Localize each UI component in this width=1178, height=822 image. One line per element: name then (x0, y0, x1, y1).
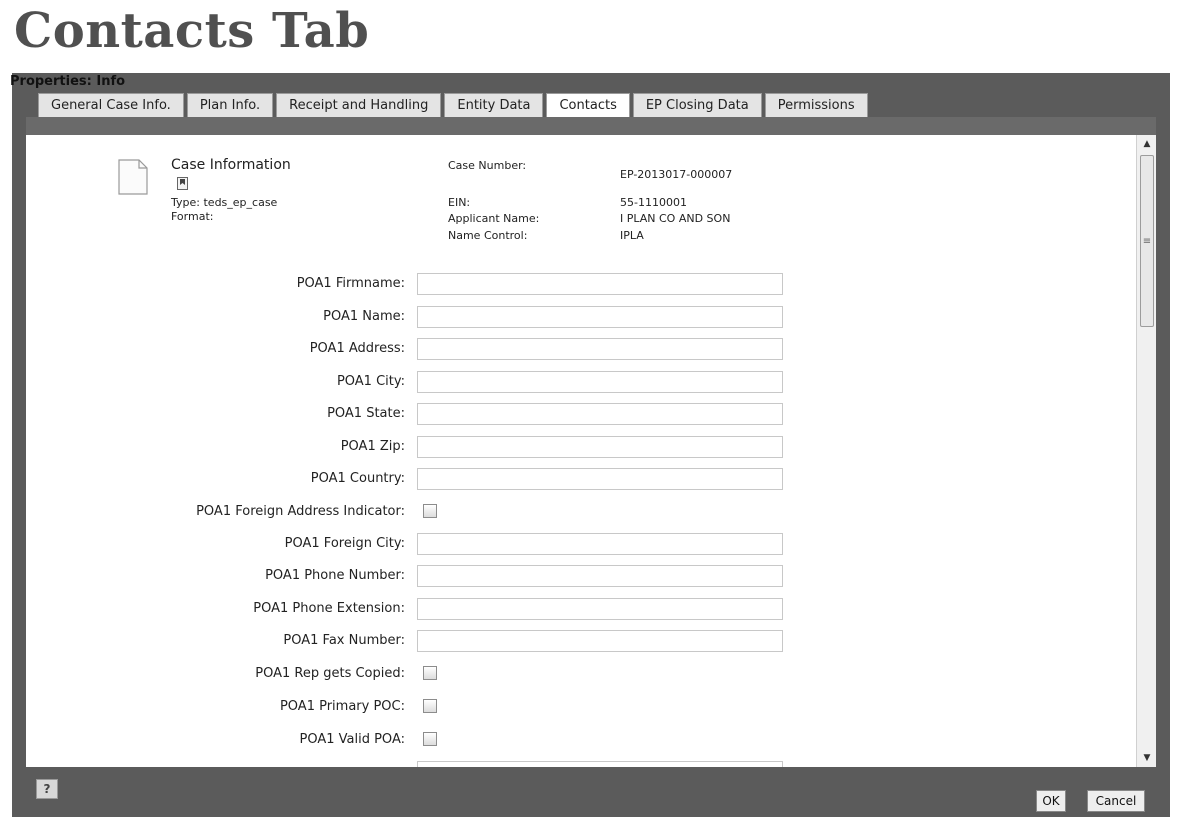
form-row-poa1-name (26, 306, 786, 330)
tab-permissions[interactable] (765, 93, 868, 117)
vertical-scrollbar[interactable] (1136, 135, 1156, 767)
poa1-phone-extension-input[interactable] (417, 598, 783, 620)
dialog-title: Properties: Info (10, 74, 126, 89)
page-heading: Contacts Tab (14, 3, 370, 59)
name-control-label: Name Control: (448, 229, 528, 242)
partially-visible-input[interactable] (417, 761, 783, 767)
scroll-down-icon[interactable]: ▼ (1143, 753, 1151, 763)
field-label: POA1 Fax Number: (283, 633, 405, 648)
form-row-poa1-foreign-address-indicator (26, 501, 786, 525)
field-label: POA1 Phone Extension: (253, 601, 405, 616)
help-button[interactable]: ? (36, 779, 58, 799)
field-label: POA1 State: (327, 406, 405, 421)
form-row-poa1-state (26, 403, 786, 427)
case-number-value: EP-2013017-000007 (620, 168, 733, 181)
case-number-label: Case Number: (448, 159, 527, 172)
form-row-poa1-fax-number (26, 630, 786, 654)
type-label: Type: (171, 196, 200, 209)
tab-label: Receipt and Handling (289, 97, 429, 113)
scrollbar-thumb[interactable] (1140, 155, 1154, 327)
tab-label: Entity Data (457, 97, 531, 113)
poa1-name-input[interactable] (417, 306, 783, 328)
tab-label: Plan Info. (199, 97, 261, 113)
field-label: POA1 Phone Number: (265, 568, 405, 583)
form-row-poa1-primary-poc (26, 696, 786, 720)
poa1-city-input[interactable] (417, 371, 783, 393)
form-row-poa1-address (26, 338, 786, 362)
tab-general-case-info[interactable] (38, 93, 184, 117)
tab-bar (38, 93, 871, 117)
form-row-poa1-valid-poa (26, 729, 786, 753)
tab-plan-info[interactable] (187, 93, 273, 117)
poa1-foreign-address-indicator-checkbox[interactable] (423, 504, 437, 518)
field-label: POA1 Rep gets Copied: (255, 666, 405, 681)
cancel-button[interactable]: Cancel (1087, 790, 1145, 812)
form-row-poa1-zip (26, 436, 786, 460)
poa1-state-input[interactable] (417, 403, 783, 425)
ein-label: EIN: (448, 196, 471, 209)
grip-icon: ≡ (1142, 235, 1152, 247)
poa1-fax-number-input[interactable] (417, 630, 783, 652)
tab-panel-header (26, 117, 1156, 135)
tab-label: General Case Info. (51, 97, 171, 113)
case-format-label: Format: (171, 210, 214, 223)
ok-button[interactable]: OK (1036, 790, 1066, 812)
field-label: POA1 Firmname: (296, 276, 405, 291)
applicant-name-label: Applicant Name: (448, 212, 540, 225)
tab-contacts[interactable] (546, 93, 629, 117)
poa1-country-input[interactable] (417, 468, 783, 490)
contacts-panel[interactable] (26, 135, 1136, 767)
ein-value: 55-1110001 (620, 196, 687, 209)
form-row-poa1-firmname (26, 273, 786, 297)
tab-receipt-and-handling[interactable] (276, 93, 441, 117)
poa1-firmname-input[interactable] (417, 273, 783, 295)
applicant-name-value: I PLAN CO AND SON (620, 212, 731, 225)
poa1-primary-poc-checkbox[interactable] (423, 699, 437, 713)
scroll-up-icon[interactable]: ▲ (1143, 139, 1151, 149)
field-label: POA1 Primary POC: (279, 699, 405, 714)
bookmark-icon (177, 177, 188, 190)
tab-ep-closing-data[interactable] (633, 93, 762, 117)
form-row-poa1-city (26, 371, 786, 395)
poa1-zip-input[interactable] (417, 436, 783, 458)
type-value: teds_ep_case (203, 196, 278, 209)
properties-dialog (12, 73, 1170, 817)
field-label: POA1 Zip: (340, 439, 405, 454)
field-label: POA1 Foreign City: (284, 536, 405, 551)
field-label: POA1 Foreign Address Indicator: (196, 504, 405, 519)
form-row-partial (26, 761, 786, 767)
poa1-rep-gets-copied-checkbox[interactable] (423, 666, 437, 680)
poa1-foreign-city-input[interactable] (417, 533, 783, 555)
tab-label: Contacts (559, 97, 617, 113)
name-control-value: IPLA (620, 229, 644, 242)
tab-label: Permissions (777, 97, 855, 113)
poa1-valid-poa-checkbox[interactable] (423, 732, 437, 746)
form-row-poa1-rep-gets-copied (26, 663, 786, 687)
form-row-poa1-foreign-city (26, 533, 786, 557)
tab-label: EP Closing Data (645, 97, 749, 113)
form-row-poa1-phone-extension (26, 598, 786, 622)
field-label: POA1 City: (336, 374, 405, 389)
poa1-phone-number-input[interactable] (417, 565, 783, 587)
field-label: POA1 Valid POA: (299, 732, 405, 747)
poa1-address-input[interactable] (417, 338, 783, 360)
field-label: POA1 Country: (310, 471, 405, 486)
tab-entity-data[interactable] (444, 93, 543, 117)
document-icon (118, 159, 148, 195)
case-information-title: Case Information (171, 157, 291, 173)
field-label: POA1 Address: (309, 341, 405, 356)
form-row-poa1-phone-number (26, 565, 786, 589)
form-row-poa1-country (26, 468, 786, 492)
case-type (171, 196, 277, 210)
field-label: POA1 Name: (323, 309, 405, 324)
